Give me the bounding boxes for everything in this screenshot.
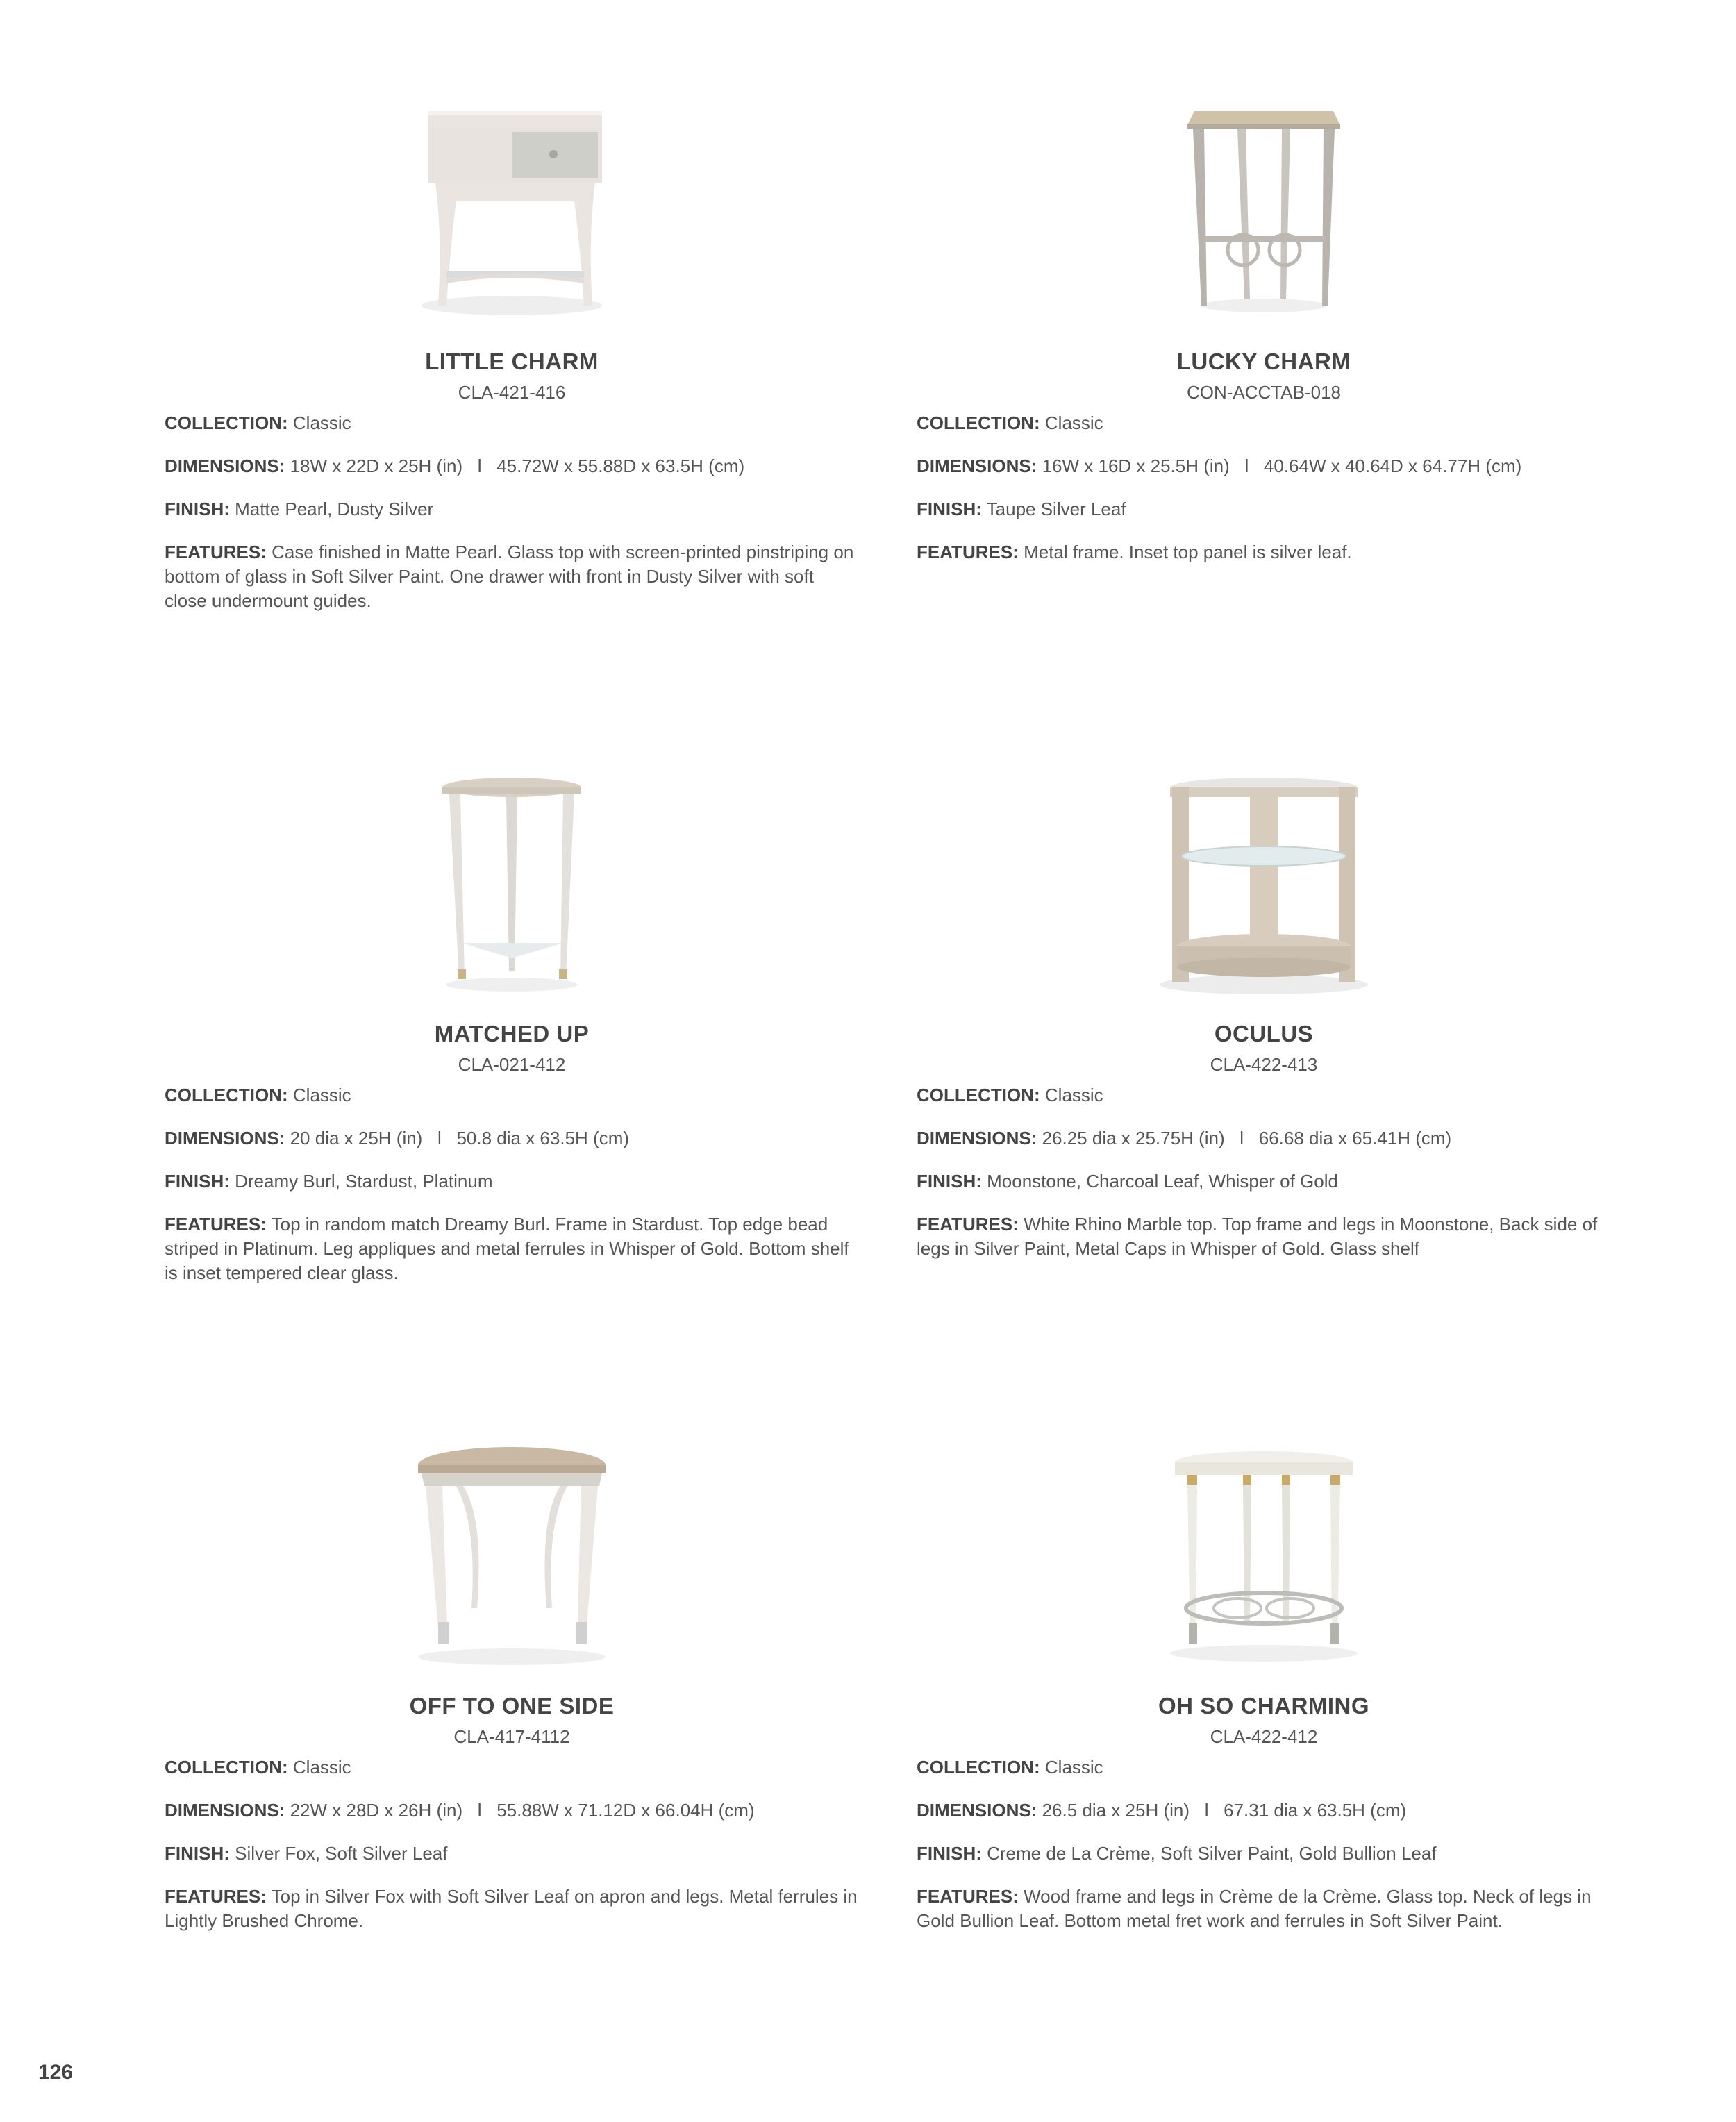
collection-label: COLLECTION: bbox=[165, 412, 288, 433]
features-line bbox=[917, 1885, 1611, 1933]
finish-value: Taupe Silver Leaf bbox=[986, 499, 1126, 519]
finish-label: FINISH: bbox=[165, 499, 230, 519]
collection-value: Classic bbox=[1044, 1085, 1103, 1105]
features-value: Case finished in Matte Pearl. Glass top with screen-printed pinstriping on bottom of glass in Soft Silver Paint. One drawer with front in Dusty Silver with soft close undermount guides. bbox=[165, 542, 854, 611]
dimensions-label: DIMENSIONS: bbox=[917, 1800, 1037, 1821]
features-label: FEATURES: bbox=[165, 1886, 267, 1907]
finish-label: FINISH: bbox=[917, 499, 982, 519]
collection-label: COLLECTION: bbox=[165, 1757, 288, 1778]
collection-line bbox=[917, 1755, 1611, 1780]
features-line bbox=[165, 1212, 859, 1285]
collection-label: COLLECTION: bbox=[917, 1085, 1040, 1105]
features-value: Top in Silver Fox with Soft Silver Leaf on apron and legs. Metal ferrules in Lightly Brushed Chrome. bbox=[165, 1886, 858, 1931]
features-line bbox=[165, 540, 859, 613]
finish-line bbox=[165, 1841, 859, 1866]
collection-value: Classic bbox=[292, 412, 351, 433]
features-line bbox=[165, 1885, 859, 1933]
dimensions-label: DIMENSIONS: bbox=[165, 1128, 285, 1148]
collection-label: COLLECTION: bbox=[917, 1757, 1040, 1778]
dimensions-label: DIMENSIONS: bbox=[917, 456, 1037, 476]
product-name: MATCHED UP bbox=[434, 1021, 590, 1046]
product-image-oh-so-charming bbox=[917, 1442, 1611, 1691]
dimensions-label: DIMENSIONS: bbox=[917, 1128, 1037, 1148]
features-value: Wood frame and legs in Crème de la Crème. Glass top. Neck of legs in Gold Bullion Leaf. Bottom metal fret work and ferrules in Soft Silver Paint. bbox=[917, 1886, 1592, 1931]
product-sku: CON-ACCTAB-018 bbox=[1186, 382, 1341, 403]
collection-value: Classic bbox=[1044, 1757, 1103, 1778]
finish-value: Matte Pearl, Dusty Silver bbox=[235, 499, 434, 519]
finish-label: FINISH: bbox=[917, 1843, 982, 1864]
product-image-matched-up bbox=[165, 769, 859, 1019]
finish-value: Creme de La Crème, Soft Silver Paint, Gold Bullion Leaf bbox=[987, 1843, 1437, 1864]
product-name: LITTLE CHARM bbox=[425, 349, 599, 374]
finish-line bbox=[917, 1841, 1611, 1866]
product-name: LUCKY CHARM bbox=[1176, 349, 1351, 374]
features-label: FEATURES: bbox=[917, 542, 1019, 562]
product-image-oculus bbox=[917, 769, 1611, 1019]
finish-line bbox=[917, 1169, 1611, 1194]
dimensions-line bbox=[165, 1798, 859, 1823]
dimensions-line bbox=[917, 1126, 1611, 1151]
finish-line bbox=[165, 1169, 859, 1194]
features-label: FEATURES: bbox=[917, 1214, 1019, 1235]
features-value: Top in random match Dreamy Burl. Frame in Stardust. Top edge bead striped in Platinum. Leg appliques and metal ferrules in Whisper of Gold. Bottom shelf is inset tempered clear glass. bbox=[165, 1214, 849, 1283]
product-sku: CLA-021-412 bbox=[458, 1054, 566, 1075]
product-image-off-to-one-side bbox=[165, 1442, 859, 1691]
dimensions-value: 20 dia x 25H (in) l 50.8 dia x 63.5H (cm) bbox=[290, 1128, 630, 1148]
dimensions-line bbox=[917, 1798, 1611, 1823]
features-line bbox=[917, 1212, 1611, 1261]
product-sku: CLA-422-412 bbox=[1210, 1726, 1318, 1747]
finish-label: FINISH: bbox=[917, 1171, 982, 1192]
finish-value: Moonstone, Charcoal Leaf, Whisper of Gold bbox=[987, 1171, 1338, 1192]
dimensions-value: 26.5 dia x 25H (in) l 67.31 dia x 63.5H (cm) bbox=[1042, 1800, 1407, 1821]
collection-line bbox=[165, 1755, 859, 1780]
dimensions-label: DIMENSIONS: bbox=[165, 456, 285, 476]
dimensions-line bbox=[165, 454, 859, 478]
features-label: FEATURES: bbox=[917, 1886, 1019, 1907]
features-line bbox=[917, 540, 1611, 565]
collection-value: Classic bbox=[1044, 412, 1103, 433]
features-value: White Rhino Marble top. Top frame and legs in Moonstone, Back side of legs in Silver Paint, Metal Caps in Whisper of Gold. Glass shelf bbox=[917, 1214, 1598, 1259]
features-value: Metal frame. Inset top panel is silver leaf. bbox=[1024, 542, 1352, 562]
features-label: FEATURES: bbox=[165, 1214, 267, 1235]
dimensions-value: 22W x 28D x 26H (in) l 55.88W x 71.12D x 66.04H (cm) bbox=[290, 1800, 755, 1821]
dimensions-value: 26.25 dia x 25.75H (in) l 66.68 dia x 65.41H (cm) bbox=[1042, 1128, 1452, 1148]
collection-line bbox=[917, 411, 1611, 435]
finish-label: FINISH: bbox=[165, 1171, 230, 1192]
collection-value: Classic bbox=[292, 1085, 351, 1105]
dimensions-label: DIMENSIONS: bbox=[165, 1800, 285, 1821]
product-image-little-charm bbox=[165, 97, 859, 347]
product-name: OH SO CHARMING bbox=[1158, 1693, 1369, 1719]
finish-line bbox=[917, 497, 1611, 521]
dimensions-line bbox=[165, 1126, 859, 1151]
product-image-lucky-charm bbox=[917, 97, 1611, 347]
finish-line bbox=[165, 497, 859, 521]
page-number: 126 bbox=[38, 2061, 74, 2084]
dimensions-value: 16W x 16D x 25.5H (in) l 40.64W x 40.64D x 64.77H (cm) bbox=[1042, 456, 1522, 476]
finish-value: Dreamy Burl, Stardust, Platinum bbox=[235, 1171, 493, 1192]
collection-line bbox=[165, 1083, 859, 1108]
finish-value: Silver Fox, Soft Silver Leaf bbox=[235, 1843, 448, 1864]
collection-value: Classic bbox=[292, 1757, 351, 1778]
dimensions-line bbox=[917, 454, 1611, 478]
features-label: FEATURES: bbox=[165, 542, 267, 562]
collection-line bbox=[917, 1083, 1611, 1108]
dimensions-value: 18W x 22D x 25H (in) l 45.72W x 55.88D x 63.5H (cm) bbox=[290, 456, 745, 476]
product-sku: CLA-417-4112 bbox=[453, 1726, 570, 1747]
collection-label: COLLECTION: bbox=[165, 1085, 288, 1105]
product-sku: CLA-421-416 bbox=[458, 382, 566, 403]
finish-label: FINISH: bbox=[165, 1843, 230, 1864]
product-sku: CLA-422-413 bbox=[1210, 1054, 1318, 1075]
collection-line bbox=[165, 411, 859, 435]
product-name: OFF TO ONE SIDE bbox=[409, 1693, 615, 1719]
product-name: OCULUS bbox=[1214, 1021, 1314, 1046]
collection-label: COLLECTION: bbox=[917, 412, 1040, 433]
